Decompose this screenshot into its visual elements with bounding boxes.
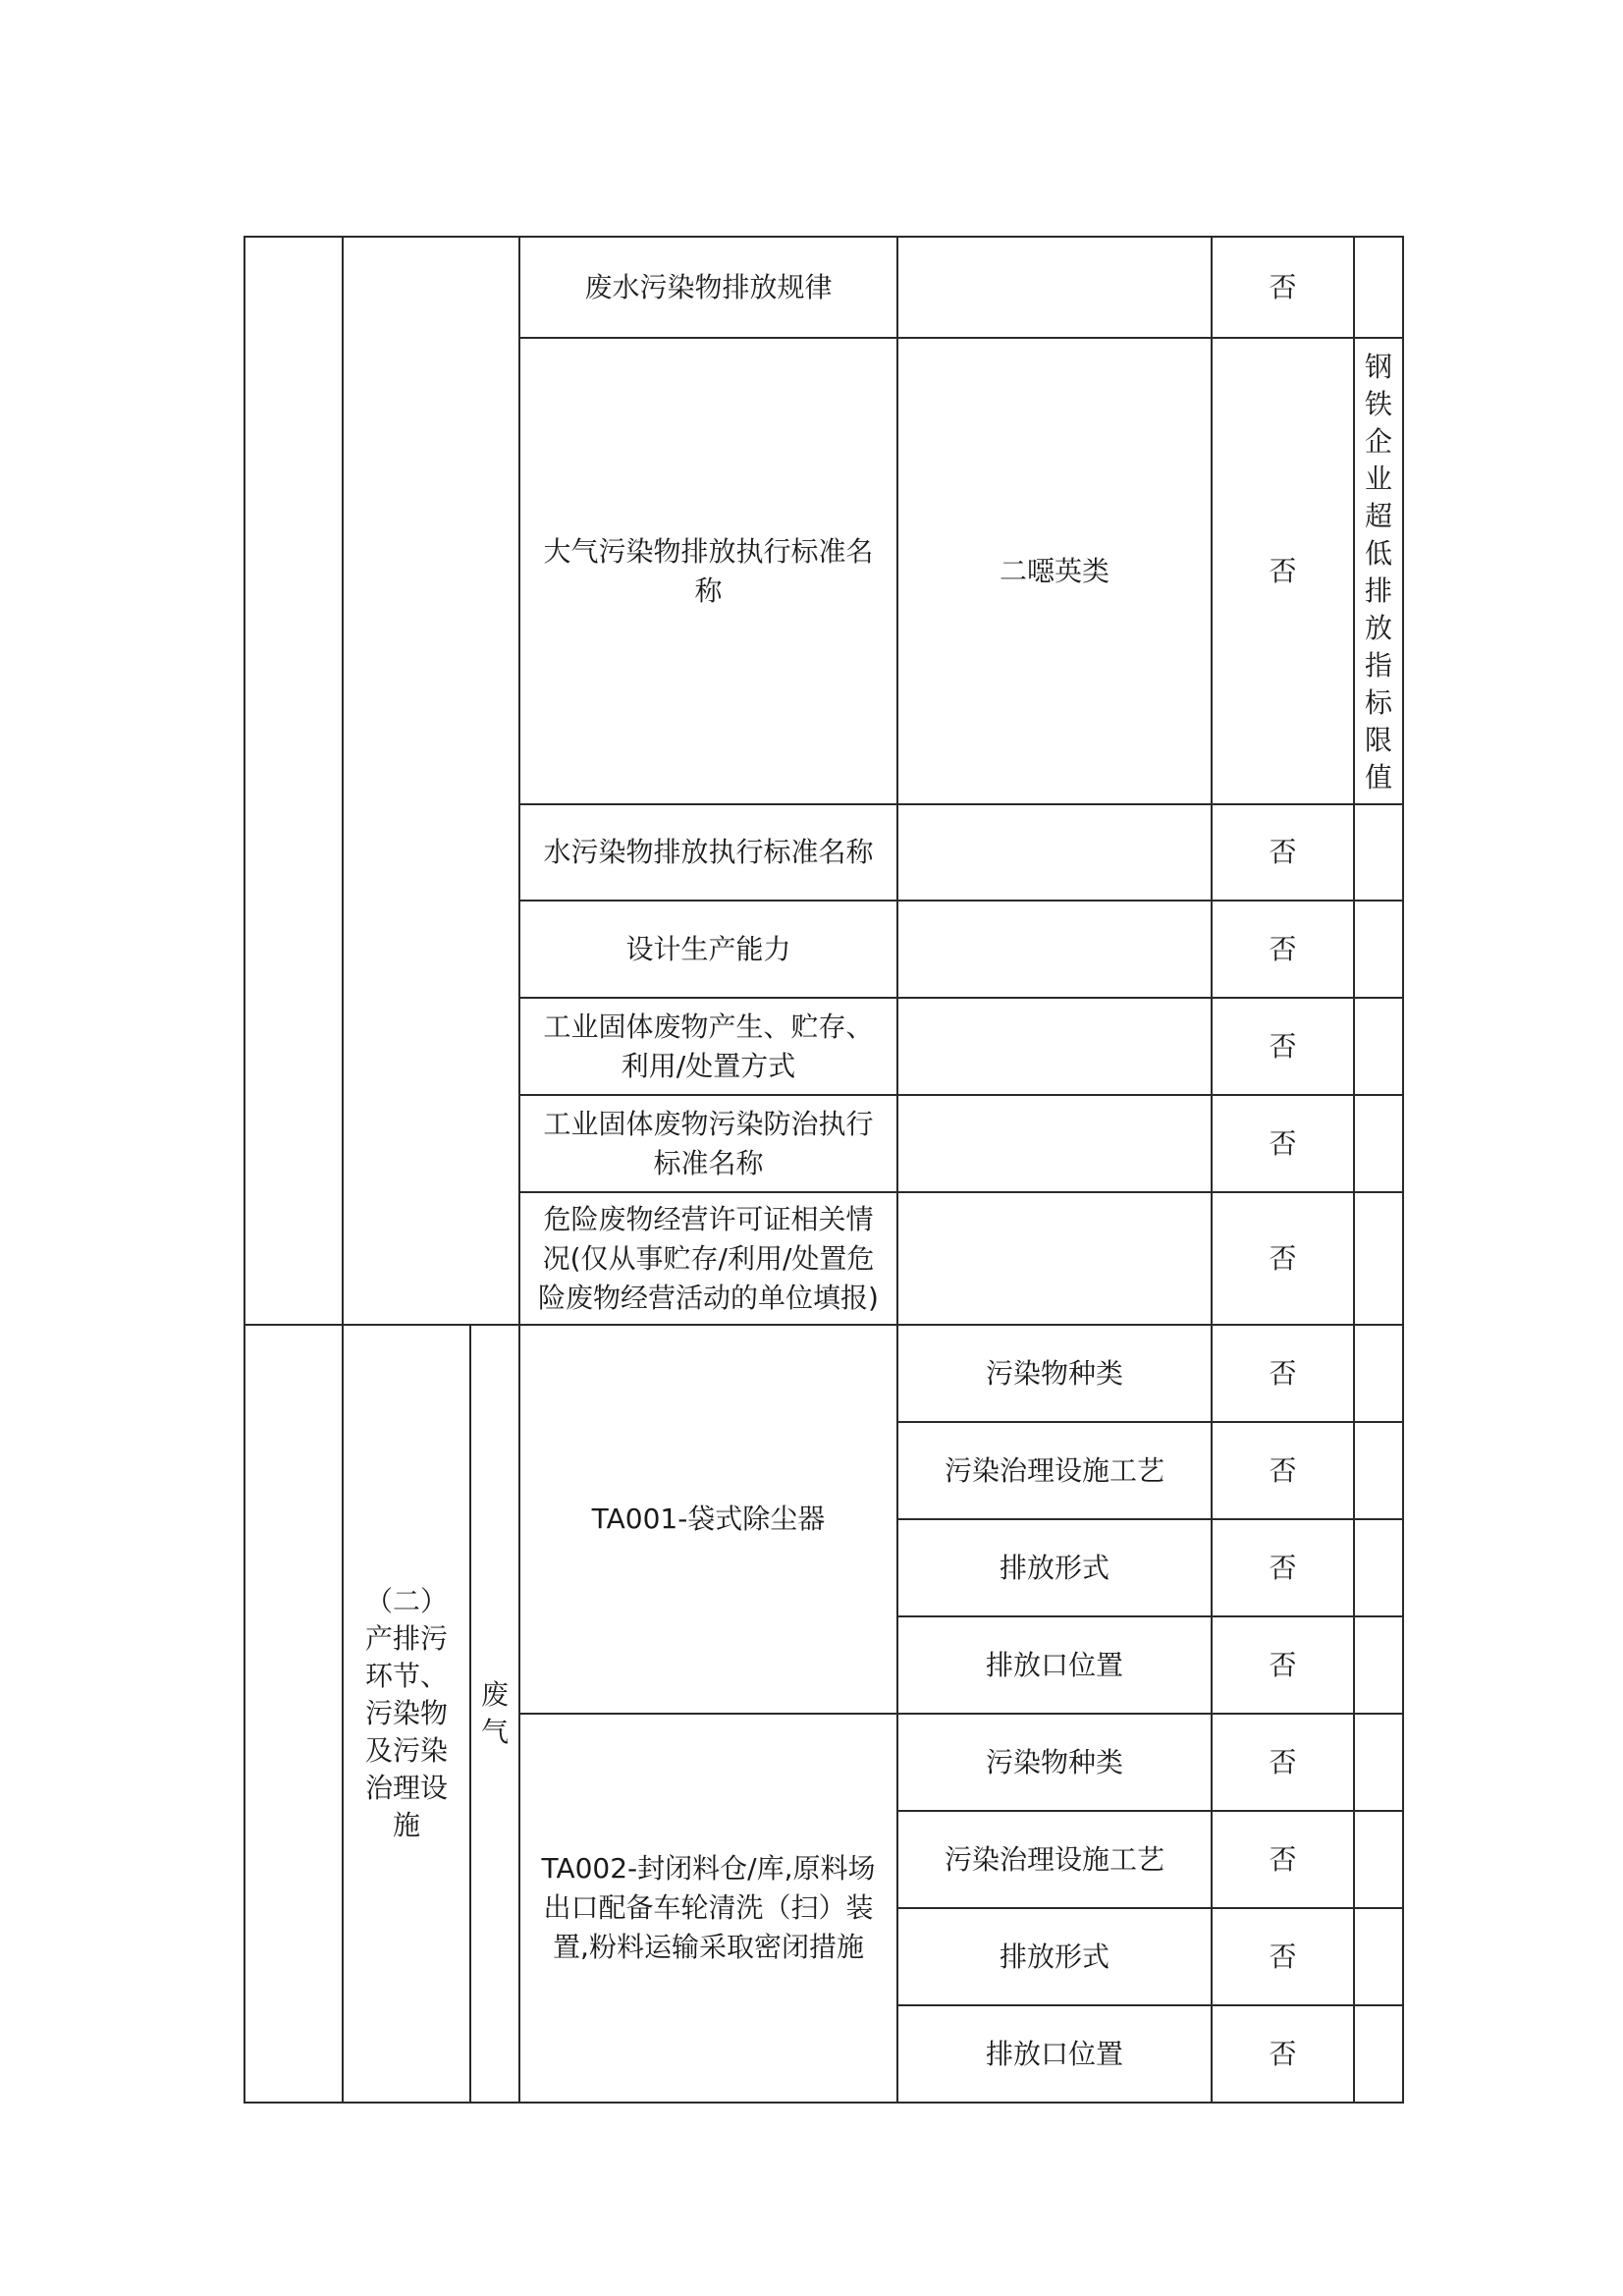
item-flag: 否: [1212, 804, 1354, 901]
note-cell-empty: [1354, 1714, 1403, 1811]
category-label: 废 气: [470, 1325, 519, 2103]
note-cell-empty: [1354, 901, 1403, 998]
item-detail: [897, 1192, 1212, 1325]
item-flag: 否: [1212, 1095, 1354, 1192]
item-label: 工业固体废物污染防治执行标准名称: [519, 1095, 897, 1192]
remark-note: 钢 铁 企 业 超 低 排 放 指 标 限 值: [1354, 338, 1403, 804]
facility-sub-flag: 否: [1212, 1422, 1354, 1519]
section-title: （二） 产排污 环节、 污染物 及污染 治理设 施: [343, 1325, 470, 2103]
facility-sub-label: 排放形式: [897, 1519, 1212, 1616]
item-detail: [897, 1095, 1212, 1192]
facility-sub-label: 污染治理设施工艺: [897, 1811, 1212, 1908]
item-detail: 二噁英类: [897, 338, 1212, 804]
note-cell-empty: [1354, 2005, 1403, 2103]
facility-sub-label: 污染治理设施工艺: [897, 1422, 1212, 1519]
note-cell-empty: [1354, 237, 1403, 338]
facility-sub-label: 排放口位置: [897, 1616, 1212, 1714]
item-label: 工业固体废物产生、贮存、利用/处置方式: [519, 998, 897, 1095]
facility-sub-label: 排放口位置: [897, 2005, 1212, 2103]
facility-sub-label: 排放形式: [897, 1908, 1212, 2005]
blank-outer-cell: [244, 237, 343, 1325]
facility-sub-flag: 否: [1212, 1714, 1354, 1811]
note-cell-empty: [1354, 998, 1403, 1095]
item-label: 大气污染物排放执行标准名称: [519, 338, 897, 804]
facility-name: TA002-封闭料仓/库,原料场出口配备车轮清洗（扫）装置,粉料运输采取密闭措施: [519, 1714, 897, 2103]
facility-name: TA001-袋式除尘器: [519, 1325, 897, 1714]
facility-sub-flag: 否: [1212, 1325, 1354, 1422]
note-cell-empty: [1354, 1325, 1403, 1422]
note-cell-empty: [1354, 1422, 1403, 1519]
blank-outer-cell: [244, 1325, 343, 2103]
item-flag: 否: [1212, 1192, 1354, 1325]
note-cell-empty: [1354, 1095, 1403, 1192]
note-cell-empty: [1354, 1908, 1403, 2005]
item-label: 危险废物经营许可证相关情况(仅从事贮存/利用/处置危险废物经营活动的单位填报): [519, 1192, 897, 1325]
note-cell-empty: [1354, 1616, 1403, 1714]
facility-sub-label: 污染物种类: [897, 1714, 1212, 1811]
note-cell-empty: [1354, 1192, 1403, 1325]
facility-sub-flag: 否: [1212, 1908, 1354, 2005]
item-flag: 否: [1212, 901, 1354, 998]
facility-sub-flag: 否: [1212, 2005, 1354, 2103]
table-row: [244, 1325, 1403, 1422]
permit-table: [243, 236, 1404, 2104]
facility-sub-label: 污染物种类: [897, 1325, 1212, 1422]
item-detail: [897, 998, 1212, 1095]
facility-sub-flag: 否: [1212, 1811, 1354, 1908]
note-cell-empty: [1354, 804, 1403, 901]
item-flag: 否: [1212, 998, 1354, 1095]
facility-sub-flag: 否: [1212, 1616, 1354, 1714]
item-label: 设计生产能力: [519, 901, 897, 998]
item-flag: 否: [1212, 338, 1354, 804]
item-detail: [897, 901, 1212, 998]
item-detail: [897, 237, 1212, 338]
item-label: 废水污染物排放规律: [519, 237, 897, 338]
table-row: [244, 237, 1403, 338]
note-cell-empty: [1354, 1811, 1403, 1908]
item-label: 水污染物排放执行标准名称: [519, 804, 897, 901]
item-detail: [897, 804, 1212, 901]
blank-section-cell: [343, 237, 519, 1325]
facility-sub-flag: 否: [1212, 1519, 1354, 1616]
note-cell-empty: [1354, 1519, 1403, 1616]
item-flag: 否: [1212, 237, 1354, 338]
